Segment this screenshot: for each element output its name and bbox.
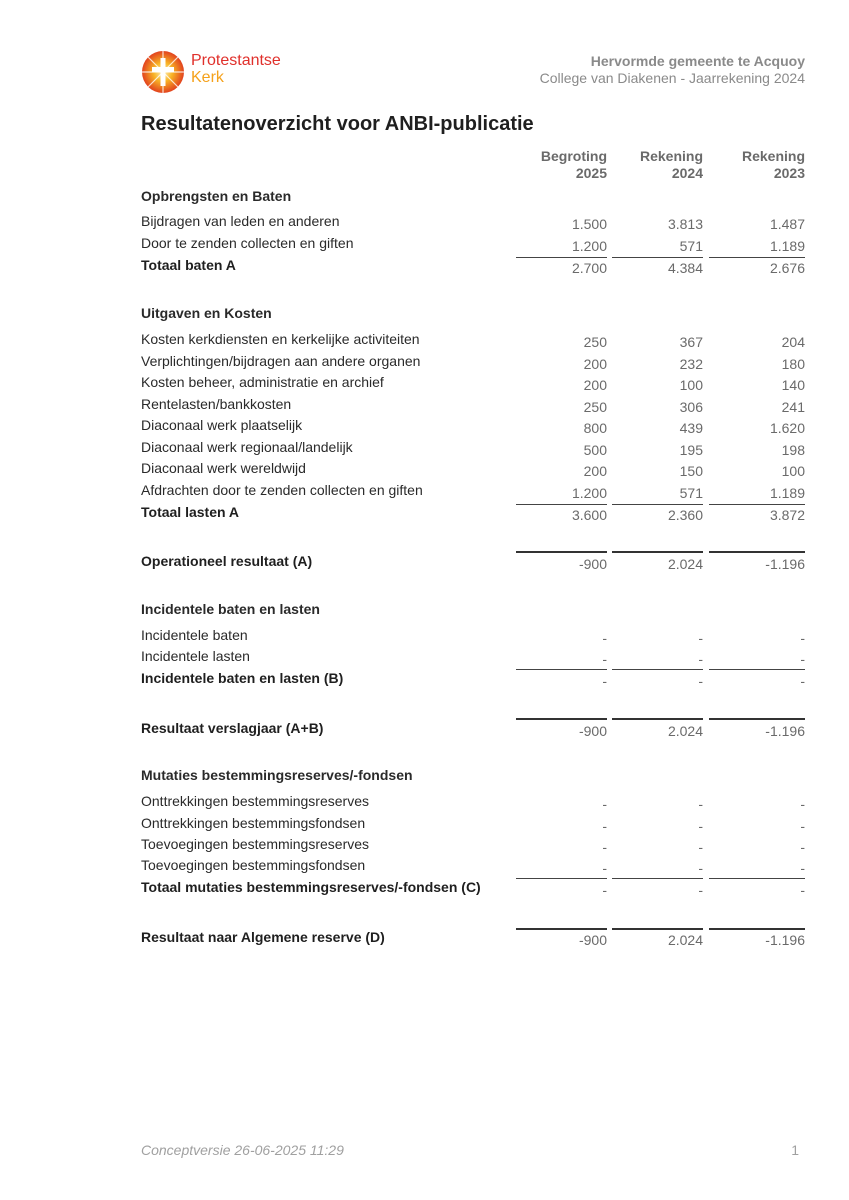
row-label: Resultaat verslagjaar (A+B) — [141, 720, 324, 736]
church-logo — [141, 50, 301, 96]
table-row — [141, 815, 805, 837]
row-value-col2: 571 — [679, 485, 703, 501]
row-value-col1: 200 — [583, 463, 607, 479]
row-value-col2: 100 — [679, 377, 703, 393]
row-label: Kosten kerkdiensten en kerkelijke activiteiten — [141, 331, 420, 347]
row-label: Verplichtingen/bijdragen aan andere organen — [141, 353, 421, 369]
row-label: Incidentele baten en lasten (B) — [141, 670, 344, 686]
total-rule-line — [516, 718, 607, 720]
row-value-col2: 232 — [679, 356, 703, 372]
row-value-col3: - — [800, 818, 805, 834]
row-value-col3: 1.189 — [769, 238, 805, 254]
total-rule-line — [612, 878, 703, 879]
row-label: Diaconaal werk regionaal/landelijk — [141, 439, 353, 455]
total-row — [141, 504, 805, 526]
row-value-col2: 571 — [679, 238, 703, 254]
row-value-col3: 1.487 — [769, 216, 805, 232]
total-rule-line — [709, 257, 805, 258]
row-value-col2: - — [698, 860, 703, 876]
row-value-col2: - — [698, 651, 703, 667]
row-value-col2: 2.360 — [667, 507, 703, 523]
row-value-col1: - — [602, 839, 607, 855]
row-value-col2: 2.024 — [667, 556, 703, 572]
row-value-col1: - — [602, 630, 607, 646]
table-row — [141, 482, 805, 504]
row-value-col1: - — [602, 796, 607, 812]
table-row — [141, 836, 805, 858]
row-label: Totaal mutaties bestemmingsreserves/-fondsen (C) — [141, 879, 481, 895]
row-value-col1: 3.600 — [571, 507, 607, 523]
total-rule-line — [709, 878, 805, 879]
page-title: Resultatenoverzicht voor ANBI-publicatie — [141, 113, 534, 135]
total-rule-line — [612, 928, 703, 930]
total-rule-line — [612, 669, 703, 670]
row-value-col1: -900 — [578, 723, 607, 739]
row-value-col1: 250 — [583, 399, 607, 415]
total-rule-line — [709, 551, 805, 553]
row-value-col3: - — [800, 630, 805, 646]
row-label: Operationeel resultaat (A) — [141, 553, 313, 569]
row-value-col2: 439 — [679, 420, 703, 436]
table-row — [141, 374, 805, 396]
row-value-col1: - — [602, 673, 607, 689]
total-rule-line — [516, 878, 607, 879]
row-value-col1: 200 — [583, 356, 607, 372]
column-header-begroting-2025: Begroting 2025 — [540, 148, 607, 181]
column-header-rekening-2024: Rekening 2024 — [639, 148, 703, 181]
row-value-col3: - — [800, 860, 805, 876]
total-rule-line — [612, 551, 703, 553]
document-header — [540, 53, 805, 87]
total-rule-line — [612, 257, 703, 258]
row-label: Toevoegingen bestemmingsreserves — [141, 836, 370, 852]
row-value-col2: - — [698, 630, 703, 646]
total-rule-line — [709, 504, 805, 505]
total-rule-line — [709, 718, 805, 720]
table-row — [141, 793, 805, 815]
section-heading — [141, 601, 805, 623]
total-row — [141, 257, 805, 279]
row-value-col1: 1.500 — [571, 216, 607, 232]
table-row — [141, 648, 805, 670]
total-rule-line — [709, 928, 805, 930]
table-row — [141, 439, 805, 461]
row-value-col3: 1.620 — [769, 420, 805, 436]
row-value-col1: 250 — [583, 334, 607, 350]
row-value-col3: 180 — [781, 356, 805, 372]
row-value-col1: - — [602, 651, 607, 667]
row-value-col3: - — [800, 882, 805, 898]
row-label: Afdrachten door te zenden collecten en giften — [141, 482, 423, 498]
row-value-col2: 2.024 — [667, 932, 703, 948]
total-rule-line — [516, 257, 607, 258]
row-value-col3: 198 — [781, 442, 805, 458]
table-row — [141, 417, 805, 439]
row-value-col3: - — [800, 839, 805, 855]
row-label: Rentelasten/bankkosten — [141, 396, 292, 412]
page-number: 1 — [791, 1142, 799, 1158]
row-label: Totaal baten A — [141, 257, 236, 273]
row-value-col1: 1.200 — [571, 238, 607, 254]
row-value-col3: 241 — [781, 399, 805, 415]
document-subtitle: College van Diakenen - Jaarrekening 2024 — [539, 70, 805, 86]
row-value-col3: 204 — [781, 334, 805, 350]
row-label: Diaconaal werk wereldwijd — [141, 460, 306, 476]
row-label: Kosten beheer, administratie en archief — [141, 374, 384, 390]
row-label: Diaconaal werk plaatselijk — [141, 417, 303, 433]
total-rule-line — [612, 504, 703, 505]
row-value-col3: -1.196 — [765, 932, 805, 948]
row-value-col2: - — [698, 839, 703, 855]
row-value-col3: -1.196 — [765, 723, 805, 739]
row-value-col1: -900 — [578, 556, 607, 572]
table-row — [141, 235, 805, 257]
row-value-col1: - — [602, 860, 607, 876]
total-rule-line — [709, 669, 805, 670]
section-heading — [141, 188, 805, 210]
row-label: Incidentele baten en lasten — [141, 601, 320, 617]
row-value-col2: 2.024 — [667, 723, 703, 739]
row-value-col1: 200 — [583, 377, 607, 393]
logo-text-line1: Protestantse — [191, 52, 281, 69]
row-value-col3: 3.872 — [769, 507, 805, 523]
table-row — [141, 213, 805, 235]
row-label: Toevoegingen bestemmingsfondsen — [141, 857, 366, 873]
row-value-col2: - — [698, 882, 703, 898]
section-heading — [141, 305, 805, 327]
table-row — [141, 627, 805, 649]
total-row — [141, 720, 805, 742]
total-rule-line — [516, 504, 607, 505]
table-row — [141, 353, 805, 375]
row-label: Incidentele lasten — [141, 648, 250, 664]
row-value-col2: 4.384 — [667, 260, 703, 276]
footer-version: Conceptversie 26-06-2025 11:29 — [141, 1142, 344, 1158]
table-row — [141, 331, 805, 353]
total-rule-line — [516, 551, 607, 553]
row-value-col3: 140 — [781, 377, 805, 393]
row-label: Bijdragen van leden en anderen — [141, 213, 340, 229]
total-rule-line — [612, 718, 703, 720]
row-value-col1: - — [602, 882, 607, 898]
logo-text-line2: Kerk — [191, 69, 224, 86]
row-value-col3: 1.189 — [769, 485, 805, 501]
section-heading — [141, 767, 805, 789]
table-row — [141, 396, 805, 418]
row-value-col1: 800 — [583, 420, 607, 436]
row-value-col2: - — [698, 673, 703, 689]
total-rule-line — [516, 928, 607, 930]
row-value-col2: 195 — [679, 442, 703, 458]
row-label: Mutaties bestemmingsreserves/-fondsen — [141, 767, 413, 783]
church-logo-icon — [141, 50, 185, 94]
row-label: Uitgaven en Kosten — [141, 305, 272, 321]
total-row — [141, 553, 805, 575]
row-label: Door te zenden collecten en giften — [141, 235, 354, 251]
row-label: Onttrekkingen bestemmingsreserves — [141, 793, 369, 809]
row-label: Incidentele baten — [141, 627, 248, 643]
row-value-col3: - — [800, 673, 805, 689]
table-row — [141, 460, 805, 482]
row-value-col1: 500 — [583, 442, 607, 458]
row-value-col2: 367 — [679, 334, 703, 350]
organization-name: Hervormde gemeente te Acquoy — [590, 53, 805, 69]
row-label: Resultaat naar Algemene reserve (D) — [141, 929, 385, 945]
column-header-rekening-2023: Rekening 2023 — [741, 148, 805, 181]
row-value-col1: - — [602, 818, 607, 834]
row-value-col3: - — [800, 651, 805, 667]
row-label: Opbrengsten en Baten — [141, 188, 292, 204]
row-value-col3: 100 — [781, 463, 805, 479]
total-row — [141, 929, 805, 951]
row-label: Totaal lasten A — [141, 504, 240, 520]
row-label: Onttrekkingen bestemmingsfondsen — [141, 815, 366, 831]
row-value-col2: - — [698, 818, 703, 834]
row-value-col1: 2.700 — [571, 260, 607, 276]
total-row — [141, 879, 805, 901]
row-value-col2: 3.813 — [667, 216, 703, 232]
table-row — [141, 857, 805, 879]
row-value-col1: -900 — [578, 932, 607, 948]
total-row — [141, 670, 805, 692]
row-value-col3: -1.196 — [765, 556, 805, 572]
row-value-col3: 2.676 — [769, 260, 805, 276]
row-value-col2: 306 — [679, 399, 703, 415]
row-value-col3: - — [800, 796, 805, 812]
row-value-col1: 1.200 — [571, 485, 607, 501]
row-value-col2: - — [698, 796, 703, 812]
total-rule-line — [516, 669, 607, 670]
row-value-col2: 150 — [679, 463, 703, 479]
